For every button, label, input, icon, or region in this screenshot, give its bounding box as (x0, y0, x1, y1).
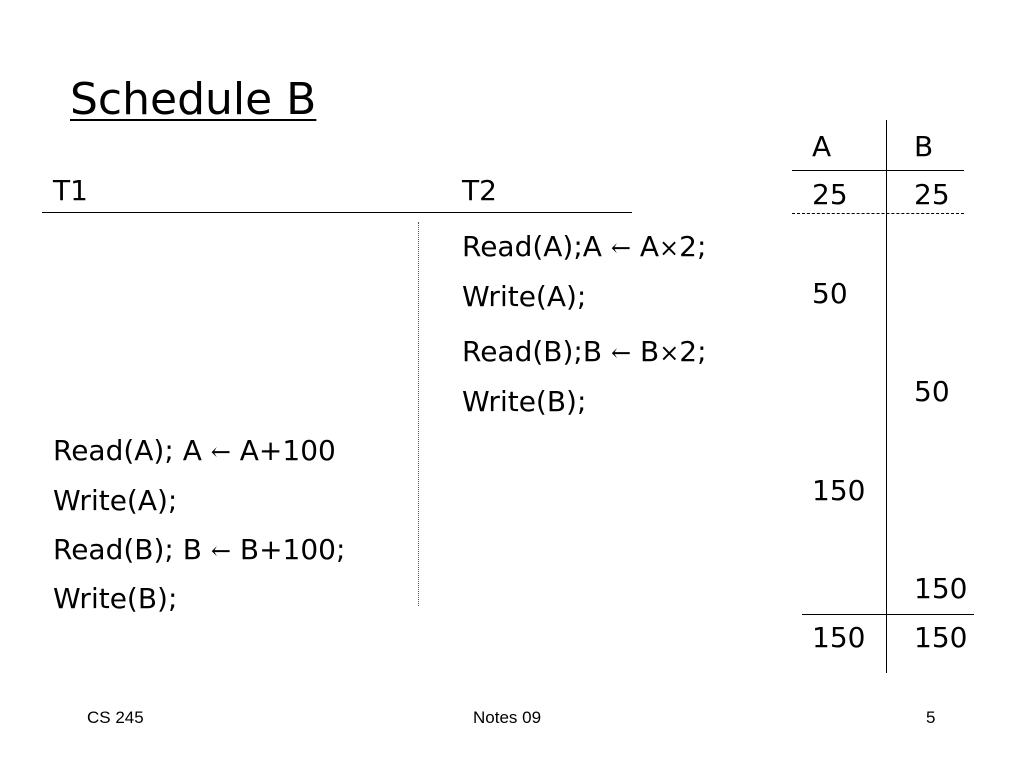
t1-op-read-a: Read(A); A ← A+100 (53, 434, 336, 467)
value-a-initial: 25 (812, 178, 848, 211)
value-b-after-t2: 50 (914, 375, 950, 408)
t2-op-write-a: Write(A); (462, 280, 587, 313)
t1-header: T1 (53, 174, 88, 207)
values-final-rule (802, 614, 974, 615)
footer-course: CS 245 (87, 708, 144, 727)
value-b-after-t1: 150 (914, 572, 968, 605)
values-initial-rule (792, 213, 964, 214)
left-arrow-icon: ← (210, 438, 231, 466)
values-column-divider (886, 120, 887, 673)
slide-title: Schedule B (70, 74, 317, 125)
t1-op-write-a: Write(A); (53, 484, 178, 517)
left-arrow-icon: ← (610, 234, 631, 262)
footer-notes: Notes 09 (473, 708, 542, 727)
footer-page-number: 5 (926, 708, 936, 727)
value-b-final: 150 (914, 621, 968, 654)
t2-op-read-a: Read(A);A ← A×2; (462, 230, 707, 263)
transactions-divider (418, 222, 419, 606)
value-col-b-header: B (914, 130, 934, 163)
times-icon: × (659, 339, 680, 367)
t2-header: T2 (462, 174, 497, 207)
values-header-rule (792, 170, 964, 171)
t2-op-write-b: Write(B); (462, 385, 587, 418)
value-a-final: 150 (812, 621, 866, 654)
value-col-a-header: A (812, 130, 832, 163)
t1-op-read-b: Read(B); B ← B+100; (53, 533, 346, 566)
t2-op-read-b: Read(B);B ← B×2; (462, 335, 707, 368)
t1-op-write-b: Write(B); (53, 582, 178, 615)
left-arrow-icon: ← (210, 537, 231, 565)
value-b-initial: 25 (914, 178, 950, 211)
left-arrow-icon: ← (610, 339, 632, 367)
value-a-after-t1: 150 (812, 474, 866, 507)
times-icon: × (659, 234, 680, 262)
transactions-header-rule (42, 212, 632, 213)
value-a-after-t2: 50 (812, 277, 848, 310)
